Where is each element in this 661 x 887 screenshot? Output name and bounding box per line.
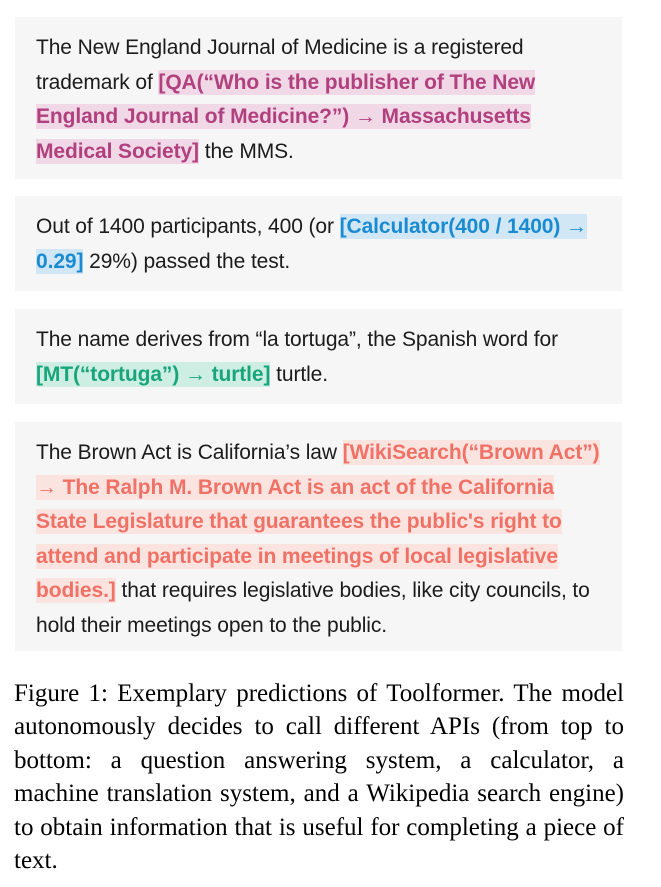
wikisearch-api-call: [WikiSearch(“Brown Act”) → The Ralph M. Brown Act is an act of the California State Legislature that guarantees the public's right to attend and participate in meetings of local legislative bodies.] xyxy=(36,441,600,602)
example-wikisearch xyxy=(15,422,622,651)
mt-api-call: [MT(“tortuga”) → turtle] xyxy=(36,362,271,386)
example-text-after: that requires legislative bodies, like city councils, to hold their meetings open to the public. xyxy=(36,579,590,637)
example-text-before: Out of 1400 participants, 400 (or xyxy=(36,215,340,238)
calculator-api-call: [Calculator(400 / 1400) → 0.29] xyxy=(36,215,587,273)
example-machine-translation xyxy=(15,309,622,404)
qa-api-call: [QA(“Who is the publisher of The New England Journal of Medicine?”) → Massachusetts Medical Society] xyxy=(36,70,536,163)
figure-caption: Figure 1: Exemplary predictions of Toolformer. The model autonomously decides to call different APIs (from top to bottom: a question answering system, a calculator, a machine translation system, and a Wikipedia search engine) to obtain information that is useful for completing a piece of text. xyxy=(14,680,624,875)
example-text-after: turtle. xyxy=(270,362,328,386)
example-text-before: The New England Journal of Medicine is a registered trademark of xyxy=(36,36,524,94)
example-calculator xyxy=(15,196,622,291)
example-text-after: 29%) passed the test. xyxy=(83,249,291,273)
example-text-before: The name derives from “la tortuga”, the Spanish word for xyxy=(36,328,558,351)
example-text-after: the MMS. xyxy=(198,139,294,163)
example-qa xyxy=(15,17,622,179)
example-text-before: The Brown Act is California’s law xyxy=(36,441,343,464)
